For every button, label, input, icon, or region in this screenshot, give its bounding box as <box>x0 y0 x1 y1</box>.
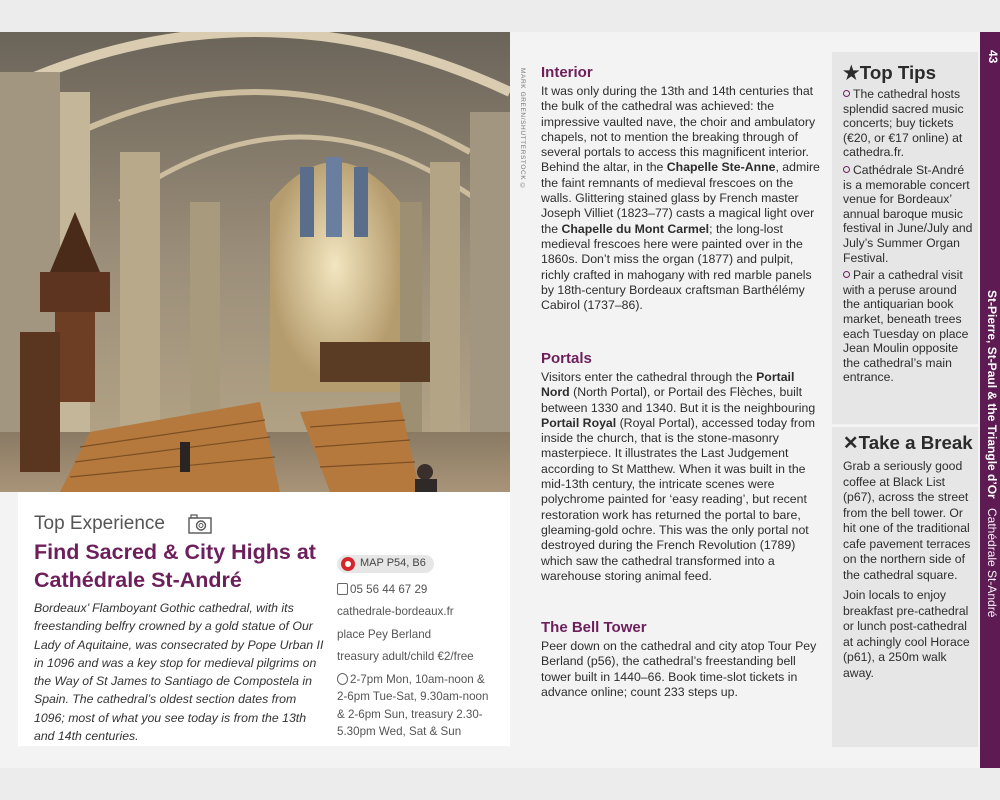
section-heading-interior: Interior <box>541 64 593 81</box>
bullet-icon <box>843 90 850 97</box>
portals-text: Visitors enter the cathedral through the Portail Nord (North Portal), or Portail des Flèches, built between 1330 and 1340. But it is the neighbouring Portail Royal (Royal Portal), accessed today from inside the church, that is the stone-masonry masterpiece. It illustrates the Last Judgement according to St Matthew. When it was built in the mid-13th century, the intricate scenes were polychrome painted for ‘easy reading’, but recent restoration work has returned the portal to bare, gleaming-gold ochre. This was the only portal not destroyed during the French Revolution (1789) which saw the cathedral transformed into a warehouse storing animal feed. <box>541 370 816 583</box>
bell-tower-text: Peer down on the cathedral and city atop Tour Pey Berland (p56), the cathedral’s freestanding bell tower built in 1440–66. Book time-slot tickets in advance online; count 233 steps up. <box>541 639 817 699</box>
map-pin-icon <box>341 557 355 571</box>
clock-icon <box>337 673 348 685</box>
sidebar-divider <box>832 424 978 427</box>
map-reference-text: MAP P54, B6 <box>360 557 426 570</box>
website-link[interactable]: cathedrale-bordeaux.fr <box>337 605 454 618</box>
section-portals <box>541 350 823 584</box>
camera-icon <box>188 514 212 534</box>
chapter-place: Cathédrale St-André <box>985 508 999 618</box>
tip-item: Cathédrale St-André is a memorable concert venue for Bordeaux’ annual baroque music festival in June/July and July’s Summer Organ Festival. <box>843 162 973 265</box>
cutlery-icon: ✕ <box>843 432 859 453</box>
top-experience-title: Find Sacred & City Highs at Cathédrale St-André <box>34 540 316 592</box>
take-a-break-heading: ✕Take a Break <box>843 432 973 453</box>
map-reference[interactable] <box>337 555 434 573</box>
section-interior <box>541 64 823 313</box>
bullet-icon <box>843 166 850 173</box>
take-a-break <box>843 432 975 681</box>
top-tips-heading: ★Top Tips <box>843 62 936 83</box>
top-tips <box>843 62 973 385</box>
tip-item: The cathedral hosts splendid sacred music concerts; buy tickets (€20, or €17 online) at cathedra.fr. <box>843 87 964 160</box>
phone-number[interactable]: 05 56 44 67 29 <box>350 582 428 596</box>
page-top-margin <box>0 0 1000 32</box>
opening-hours: 2-7pm Mon, 10am-noon & 2-6pm Tue-Sat, 9.30am-noon & 2-6pm Sun, treasury 2.30-5.30pm Wed, Sat & Sun <box>337 672 489 738</box>
page-number: 43 <box>986 50 1000 64</box>
top-experience-description: Bordeaux’ Flamboyant Gothic cathedral, with its freestanding belfry crowned by a gold statue of Our Lady of Aquitaine, was consecrated by Pope Urban II in 1096 and was a key stop for medieval pilgrims on the Way of St James to Santiago de Compostela in Spain. The cathedral’s oldest section dates from 1096; most of what you see today is from the 13th and 14th centuries. <box>34 601 324 744</box>
section-heading-bell-tower: The Bell Tower <box>541 619 647 636</box>
tip-item: Pair a cathedral visit with a peruse around the antiquarian book market, beneath trees each Tuesday on place Jean Moulin opposite the cathedral’s main entrance. <box>843 268 969 385</box>
section-bell-tower <box>541 619 823 700</box>
section-heading-portals: Portals <box>541 350 592 367</box>
hours-row <box>337 671 497 741</box>
phone-row <box>337 581 497 599</box>
star-icon: ★ <box>843 62 860 83</box>
photo-credit: MARK GREEN/SHUTTERSTOCK © <box>519 68 526 191</box>
top-experience-label: Top Experience <box>34 513 165 534</box>
phone-icon <box>337 583 348 595</box>
page-bottom-margin <box>0 768 1000 800</box>
cathedral-interior-photo <box>0 32 510 492</box>
interior-text: It was only during the 13th and 14th centuries that the bulk of the cathedral was achieved: the impressive vaulted nave, the choir and ambulatory chapels, not to mention the breaking through of several portals to access this magnificent interior. Behind the altar, in the Chapelle Ste-Anne, admire the faint remnants of medieval frescoes on the walls. Glittering stained glass by French master Joseph Villiet (1823–77) casts a magical light over the Chapelle du Mont Carmel; the long-lost medieval frescoes here were painted over in the 1860s. Don’t miss the organ (1877) and pulpit, richly crafted in mahogany with red marble panels by 18th-century Bordeaux craftsman Barthélémy Cabirol (1737–86). <box>541 84 820 313</box>
price: treasury adult/child €2/free <box>337 650 474 663</box>
chapter-area: St-Pierre, St-Paul & the Triangle d’Or <box>985 290 999 499</box>
address: place Pey Berland <box>337 627 432 641</box>
break-text-2: Join locals to enjoy breakfast pre-cathedral or lunch post-cathedral at achingly cool Horace (p61), a 250m walk away. <box>843 588 970 680</box>
chapter-tab-text <box>983 290 999 670</box>
bullet-icon <box>843 271 850 278</box>
info-block <box>337 555 497 741</box>
break-text-1: Grab a seriously good coffee at Black List (p67), across the street from the bell tower. Or hit one of the traditional cafe pavement terraces on the northern side of the cathedral square. <box>843 459 971 582</box>
